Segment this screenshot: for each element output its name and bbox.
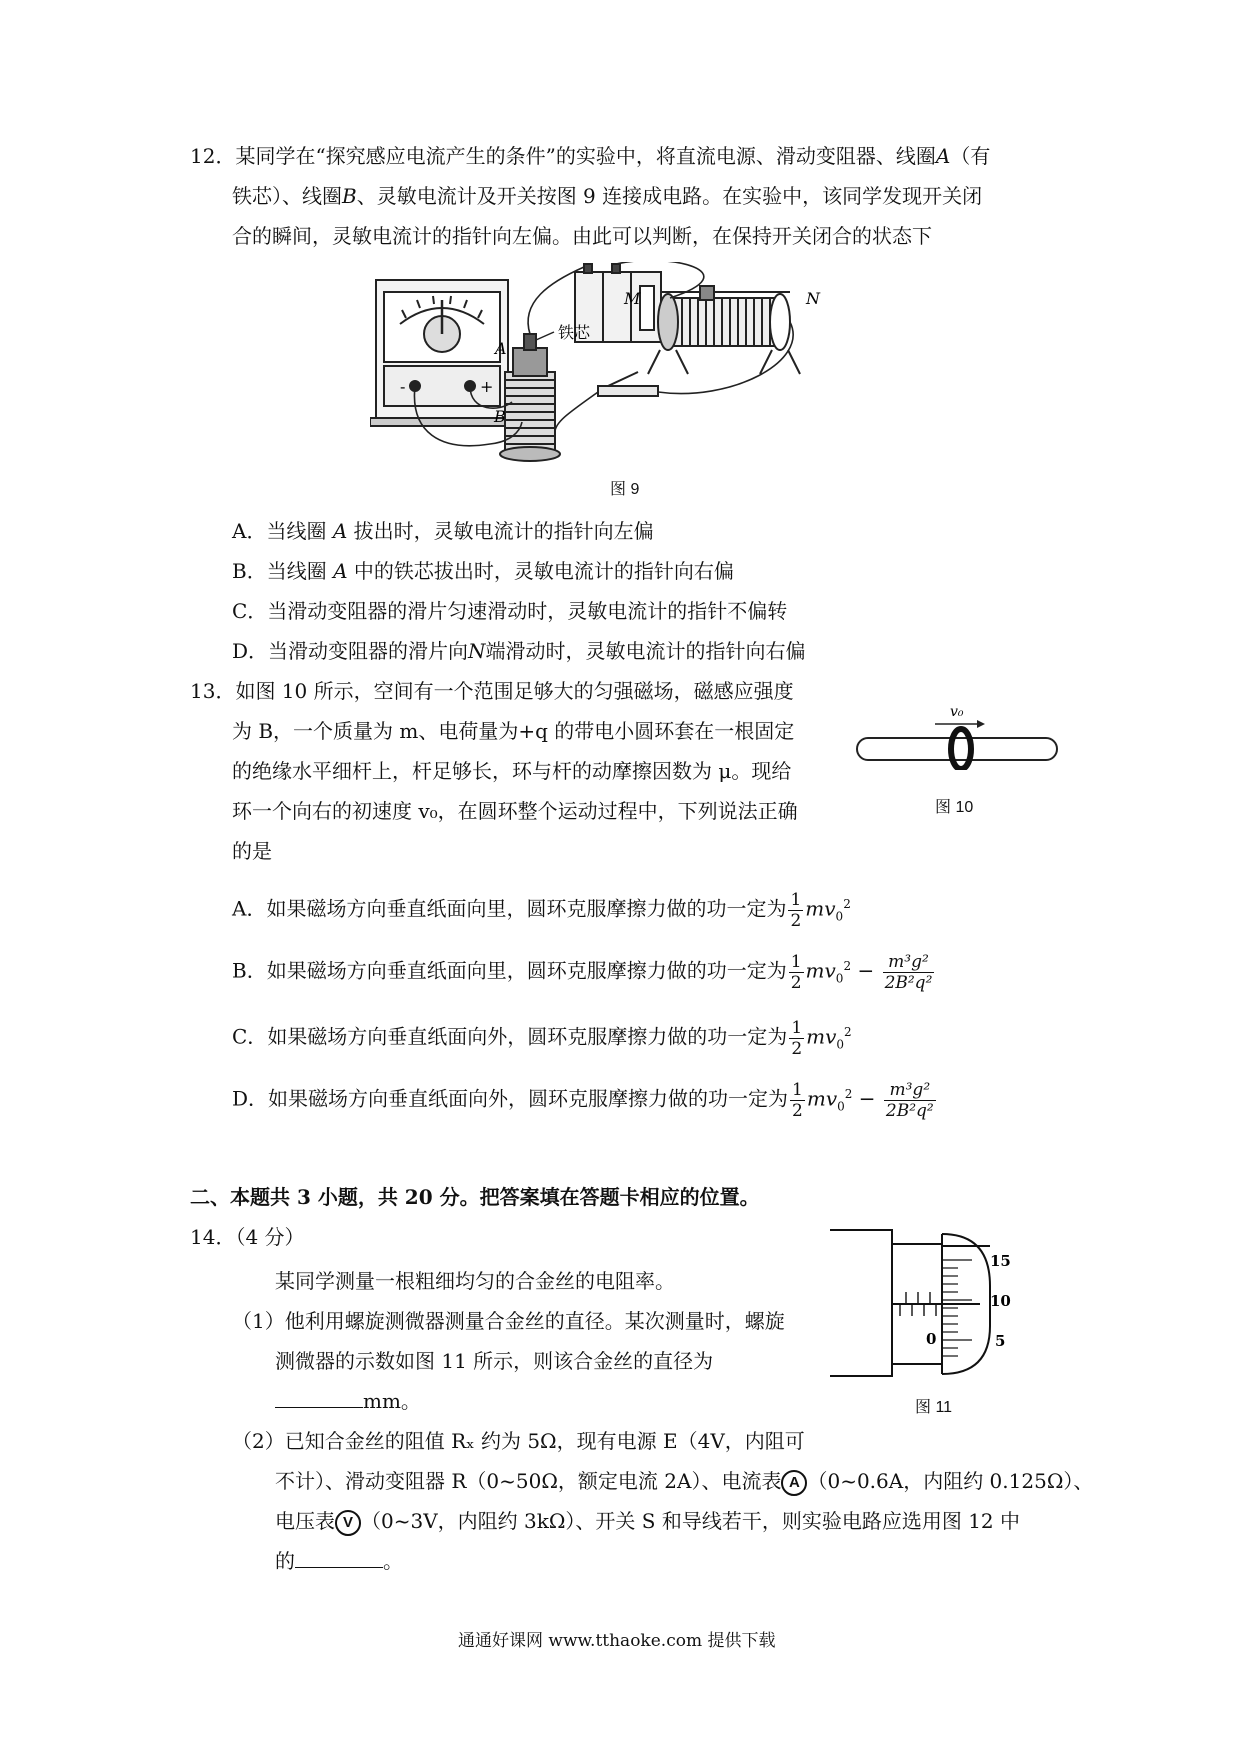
- q14-p2-line2: 不计）、滑动变阻器 R（0~50Ω，额定电流 2A）、电流表 A （0~0.6A，内阻约 0.125Ω）、: [275, 1462, 1093, 1500]
- q13-line4: 环一个向右的初速度 v₀，在圆环整个运动过程中，下列说法正确: [232, 799, 798, 823]
- galvanometer-plus: +: [480, 377, 494, 396]
- fig9-caption: 图 9: [610, 481, 640, 498]
- label-m: M: [624, 289, 641, 308]
- q14-p1-line2: 测微器的示数如图 11 所示，则该合金丝的直径为: [275, 1349, 714, 1373]
- q12-line1: 12．某同学在“探究感应电流产生的条件”的实验中，将直流电源、滑动变阻器、线圈A（有: [190, 144, 991, 168]
- q14-p1-line1: （1）他利用螺旋测微器测量合金丝的直径。某次测量时，螺旋: [232, 1309, 785, 1333]
- page-footer: 通通好课网 www.tthaoke.com 提供下载: [458, 1631, 776, 1651]
- q13-option-a: A．如果磁场方向垂直纸面向里，圆环克服摩擦力做的功一定为 $\frac{1}{2}$ $mv_0^2$: [232, 889, 851, 931]
- label-b: B: [494, 407, 506, 426]
- q13-line1: 13．如图 10 所示，空间有一个范围足够大的匀强磁场，磁感应强度: [190, 679, 794, 703]
- scale-15: 15: [990, 1252, 1011, 1270]
- galvanometer: [370, 280, 514, 426]
- q13-option-b: B．如果磁场方向垂直纸面向里，圆环克服摩擦力做的功一定为 $\frac{1}{2}$ $mv_0^2$ − $\frac{\text{m³g²}}{\text{2B²q²}}$: [232, 951, 933, 993]
- q14-header: 14．（4 分）: [190, 1225, 305, 1249]
- q13-line3: 的绝缘水平细杆上，杆足够长，环与杆的动摩擦因数为 μ。现给: [232, 759, 792, 783]
- q12-line2: 铁芯）、线圈B、灵敏电流计及开关按图 9 连接成电路。在实验中，该同学发现开关闭: [232, 184, 983, 208]
- ammeter-symbol: A: [781, 1470, 807, 1496]
- q13-option-d: D．如果磁场方向垂直纸面向外，圆环克服摩擦力做的功一定为 $\frac{1}{2}$ $mv_0^2$ − $\frac{\text{m³g²}}{\text{2B²q²}}$: [232, 1079, 934, 1121]
- scale-5: 5: [995, 1332, 1006, 1350]
- rheostat: [648, 286, 800, 374]
- figure-11-micrometer: [830, 1226, 1030, 1381]
- q12-option-b: B．当线圈 A 中的铁芯拔出时，灵敏电流计的指针向右偏: [232, 559, 734, 583]
- q14-p2-line1: （2）已知合金丝的阻值 Rₓ 约为 5Ω，现有电源 E（4V，内阻可: [232, 1429, 805, 1453]
- scale-0: 0: [926, 1330, 937, 1348]
- galvanometer-minus: -: [400, 377, 406, 396]
- thimble-scale: [942, 1260, 972, 1356]
- voltmeter-symbol: V: [335, 1510, 361, 1536]
- fig10-caption: 图 10: [935, 799, 974, 816]
- figure-10-rod-ring: [855, 700, 1065, 770]
- label-iron-core: 铁芯: [558, 323, 591, 342]
- fig11-caption: 图 11: [915, 1399, 953, 1416]
- v0-label: v₀: [950, 704, 964, 720]
- q14-p2-line3: 电压表 V （0~3V，内阻约 3kΩ）、开关 S 和导线若干，则实验电路应选用图 12 中: [275, 1502, 1020, 1540]
- q14-intro: 某同学测量一根粗细均匀的合金丝的电阻率。: [275, 1269, 675, 1293]
- label-a: A: [495, 339, 507, 358]
- q13-option-c: C．如果磁场方向垂直纸面向外，圆环克服摩擦力做的功一定为 $\frac{1}{2}$ $mv_0^2$: [232, 1017, 852, 1059]
- q14-p2-line4: 的 。: [275, 1549, 403, 1573]
- rod: [857, 738, 1057, 760]
- scale-10: 10: [990, 1292, 1011, 1310]
- label-n: N: [806, 289, 820, 308]
- q12-line3: 合的瞬间，灵敏电流计的指针向左偏。由此可以判断，在保持开关闭合的状态下: [232, 224, 932, 248]
- section-2-heading: 二、本题共 3 小题，共 20 分。把答案填在答题卡相应的位置。: [190, 1185, 760, 1209]
- q12-option-d: D．当滑动变阻器的滑片向N端滑动时，灵敏电流计的指针向右偏: [232, 639, 806, 663]
- switch: [598, 372, 658, 396]
- q12-option-a: A．当线圈 A 拔出时，灵敏电流计的指针向左偏: [232, 519, 654, 543]
- q12-option-c: C．当滑动变阻器的滑片匀速滑动时，灵敏电流计的指针不偏转: [232, 599, 788, 623]
- q14-p1-line3: mm。: [275, 1382, 421, 1420]
- coil-b: [500, 372, 560, 461]
- q13-line2: 为 B，一个质量为 m、电荷量为+q 的带电小圆环套在一根固定: [232, 719, 795, 743]
- figure-9-circuit: [370, 262, 900, 472]
- answer-blank-diameter[interactable]: [275, 1389, 363, 1408]
- q13-line5: 的是: [232, 839, 272, 863]
- answer-blank-circuit[interactable]: [295, 1549, 383, 1568]
- coil-a: [513, 334, 547, 376]
